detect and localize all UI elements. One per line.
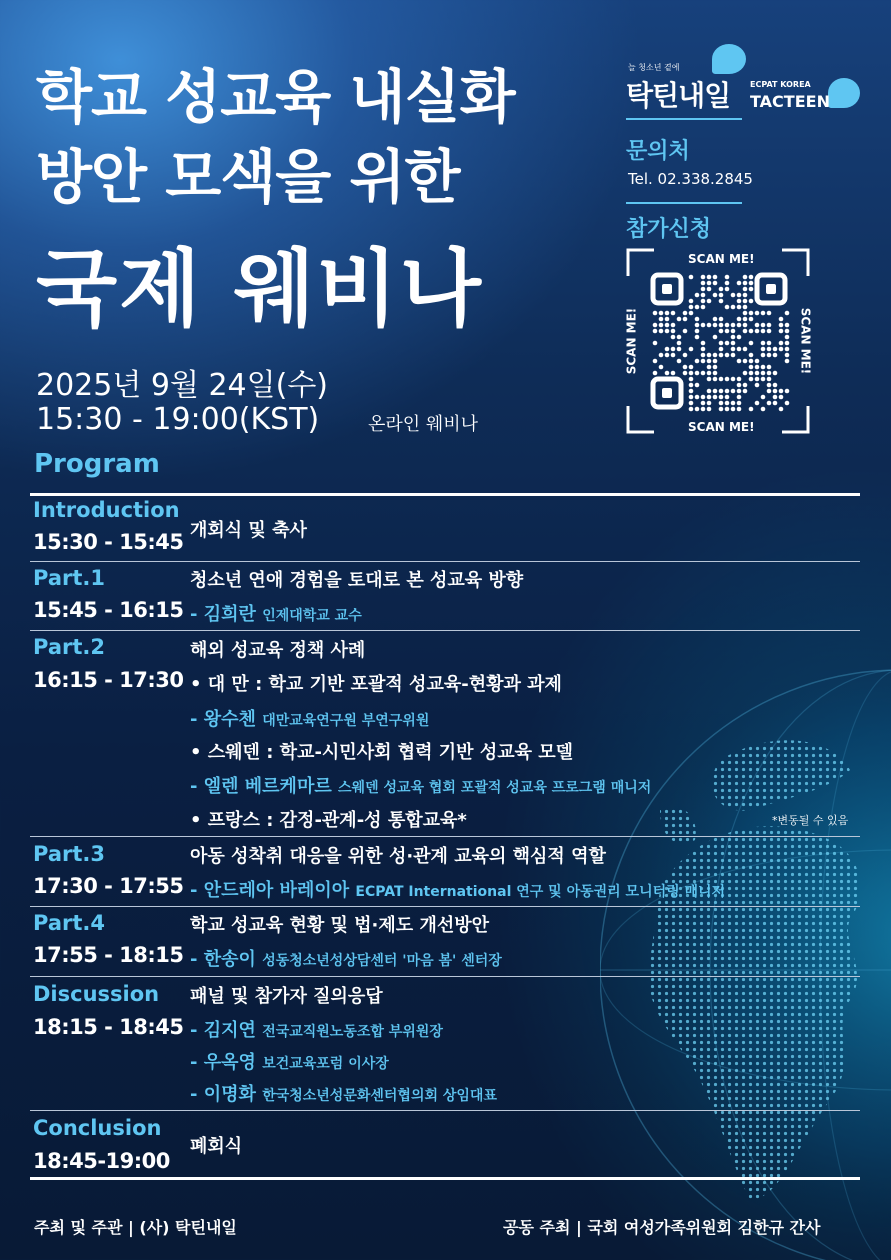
speaker-affiliation: 보건교육포럼 이사장 [262,1056,389,1072]
divider [626,118,742,120]
section-title-introduction: 개회식 및 축사 [190,520,307,541]
speaker-part1 [190,600,362,626]
speaker-name: - 엘렌 베르케마르 [190,776,332,797]
program-heading: Program [34,449,160,479]
speaker-name: - 김지연 [190,1020,256,1041]
section-title-discussion: 패널 및 참가자 질의응답 [190,986,383,1007]
divider [30,1177,860,1180]
event-time: 15:30 - 19:00(KST) [36,402,320,437]
bullet-france: • 프랑스 : 감정-관계-성 통합교육* [190,810,467,831]
contact-heading: 문의처 [626,139,690,164]
speaker-name: - 우옥영 [190,1052,256,1073]
section-label-discussion: Discussion [33,982,160,1006]
section-time-part1: 15:45 - 16:15 [33,598,184,622]
logo-name: TACTEEN [750,92,830,111]
event-format: 온라인 웨비나 [368,414,479,435]
scan-me-label-right: SCAN ME! [798,307,813,375]
speaker-sweden [190,772,651,798]
bullet-sweden: • 스웨덴 : 학교-시민사회 협력 기반 성교육 모델 [190,742,574,763]
section-time-introduction: 15:30 - 15:45 [33,530,184,554]
section-time-part4: 17:55 - 18:15 [33,943,184,967]
tacteen-naeil-logo [626,44,748,114]
globe-graphic [600,640,891,1260]
qr-code-icon [626,248,813,434]
bullet-taiwan: • 대 만 : 학교 기반 포괄적 성교육-현황과 과제 [190,674,562,695]
speech-bubble-icon [828,78,860,108]
apply-heading: 참가신청 [626,217,712,242]
section-label-part2: Part.2 [33,635,105,659]
speaker-affiliation: 스웨덴 성교육 협회 포괄적 성교육 프로그램 매니저 [338,780,652,796]
divider [30,561,860,562]
panelist-3 [190,1080,497,1106]
speaker-taiwan [190,705,429,731]
event-date: 2025년 9월 24일(수) [36,368,329,403]
scan-me-label-left: SCAN ME! [624,307,639,375]
section-title-part3: 아동 성착취 대응을 위한 성·관계 교육의 핵심적 역할 [190,846,606,867]
panelist-2 [190,1048,389,1074]
speaker-affiliation: 전국교직원노동조합 부위원장 [262,1024,443,1040]
speaker-name: - 왕수첸 [190,709,256,730]
speaker-part3 [190,876,725,902]
logo-name: 탁틴내일 [626,79,731,112]
speaker-affiliation: ECPAT International 연구 및 아동권리 모니터링 매니저 [355,884,726,900]
scan-me-label-top: SCAN ME! [688,252,755,266]
registration-qr-code[interactable] [624,248,813,434]
footer-cohost: 공동 주최 | 국회 여성가족위원회 김한규 간사 [503,1218,821,1237]
speaker-affiliation: 성동청소년성상담센터 '마음 봄' 센터장 [262,953,502,969]
divider [30,836,860,837]
section-time-conclusion: 18:45-19:00 [33,1149,170,1173]
section-title-part4: 학교 성교육 현황 및 법·제도 개선방안 [190,915,489,936]
page-title-line-1: 학교 성교육 내실화 [36,63,515,131]
speaker-name: - 이명화 [190,1084,256,1105]
speaker-affiliation: 한국청소년성문화센터협의회 상임대표 [262,1088,497,1104]
speaker-part4 [190,945,502,971]
section-time-part2: 16:15 - 17:30 [33,668,184,692]
page-title-line-2: 방안 모색을 위한 [36,143,460,211]
divider [30,1110,860,1111]
scan-me-label-bottom: SCAN ME! [688,420,755,434]
change-notice: *변동될 수 있음 [772,814,849,827]
page-title-line-3: 국제 웨비나 [36,240,483,338]
section-label-part1: Part.1 [33,566,105,590]
section-title-part1: 청소년 연애 경험을 토대로 본 성교육 방향 [190,570,524,591]
speech-bubble-icon [712,44,746,74]
divider [626,202,742,204]
contact-tel: Tel. 02.338.2845 [628,170,753,188]
footer-host: 주최 및 주관 | (사) 탁틴내일 [34,1218,237,1237]
section-time-discussion: 18:15 - 18:45 [33,1015,184,1039]
speaker-name: - 김희란 [190,604,256,625]
logo-org: ECPAT KOREA [750,80,811,89]
divider [30,906,860,907]
section-label-part4: Part.4 [33,911,105,935]
divider [30,630,860,631]
divider [30,976,860,977]
speaker-affiliation: 인제대학교 교수 [262,608,362,624]
speaker-affiliation: 대만교육연구원 부연구위원 [262,713,430,729]
panelist-1 [190,1016,443,1042]
ecpat-korea-logo [748,76,864,116]
speaker-name: - 안드레아 바레이아 [190,880,350,901]
speaker-name: - 한송이 [190,949,256,970]
section-title-part2: 해외 성교육 정책 사례 [190,640,366,661]
section-label-part3: Part.3 [33,842,105,866]
logo-tagline: 늘 청소년 곁에 [628,63,680,72]
section-label-introduction: Introduction [33,498,180,522]
divider [30,493,860,496]
section-label-conclusion: Conclusion [33,1116,162,1140]
section-title-conclusion: 폐회식 [190,1136,243,1157]
section-time-part3: 17:30 - 17:55 [33,874,184,898]
